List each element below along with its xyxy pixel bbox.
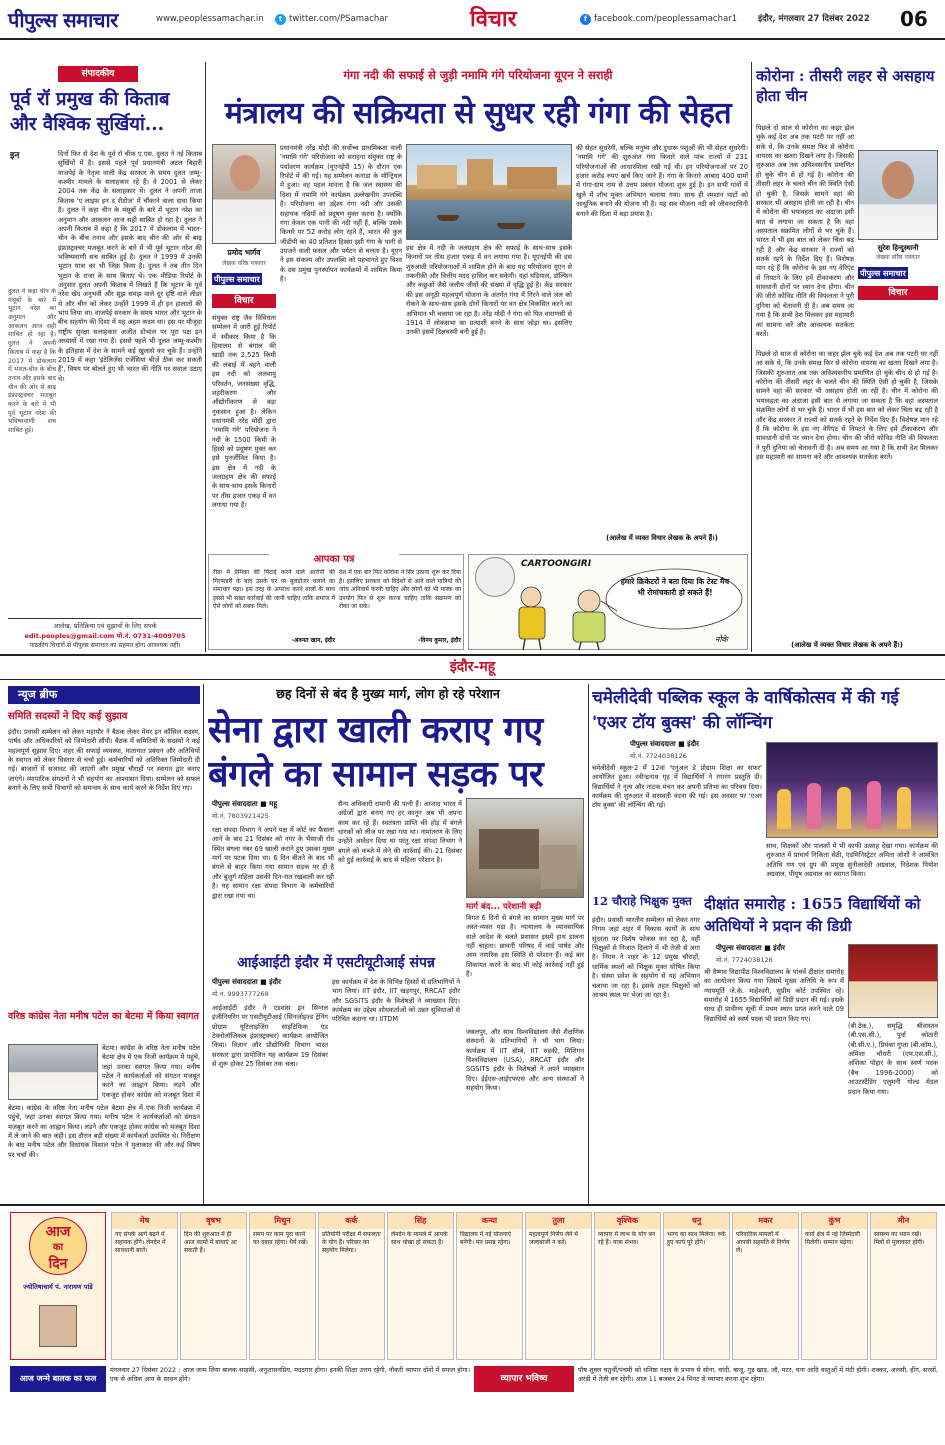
mini-masthead: पीपुल्स समाचार	[214, 274, 260, 284]
brief-2-body: बेटमा। कांग्रेस के वरिष्ठ नेता मनीष पटेल बेटमा क्षेत्र में एक निजी कार्यक्रम में पहुंचे, जहां उनका स्वागत किया गया। मनीष पटेल ने कार्यकर्ताओं को संगठन मजबूत करने का आह्वान किया। लड़ने और एकजुट होकर कांग्रेस को मजबूत दिशा में ले जाने की बात कही। इस दौरान बड़ी संख्या में कार्यकर्ता उपस्थित थे। निरीक्षण के बाद मनीष पटेल और विधायक विशाल पटेल ने मुलाकात की और कई विषय पर चर्चा की।	[8, 1104, 200, 1159]
lead-author-role: लेखक वरिष्ठ पत्रकार	[222, 260, 266, 267]
rashi-name: कर्क	[319, 1213, 384, 1229]
dancer-icon	[837, 787, 851, 829]
temple-icon	[417, 165, 457, 189]
rashi-text: व्यापार में लाभ के योग बन रहे हैं। यात्रा संभव।	[598, 1231, 656, 1247]
convocation-photo	[848, 944, 938, 1018]
rashi-card	[387, 1212, 454, 1360]
iit-title: आईआईटी इंदौर में एसटीयूटीआई संपन्न	[237, 955, 435, 971]
editorial-contact-email[interactable]: edit.peoples@gmail.com मो.नं. 0731-4009705	[24, 632, 186, 640]
horoscope-title-box	[10, 1212, 106, 1360]
rashi-text: विद्यालय में नई योजनाएं बनेंगी। मन प्रसन्न रहेगा।	[460, 1231, 512, 1247]
army-body-col2: सैन्य अधिकारी रामानी की पत्नी हैं। आजाद भारत में अंग्रेजों द्वारा बनाए गए हर कानून अब भी अपना काम कर रहे हैं। स्वतंत्रता प्राप्ति की होड़ में बंगले धारकों को लीज पर रखा गया था। नामांतरण के लिए उन्होंने आवेदन दिया था परंतु रक्षा संपदा विभाग ने बंगले को कब्जे में लेने की कार्रवाई की। 21 दिसंबर को हुई कार्रवाई के बाद से महिला परेशान है।	[338, 800, 462, 865]
rashi-name: मीन	[871, 1213, 936, 1229]
letter-1-sign: -अवनत खान, इंदौर	[291, 637, 335, 644]
lead-body-col3: की सेहत सुधरेगी, बल्कि मनुष्य और दुधारू पशुओं की भी सेहत सुधरेगी। 'नमामि गंगे' की शुरुआत गंगा किनारे वाले पांच राज्यों में 231 परियोजनाओं की आधारशिला रखी गई थी। इन परियोजनाओं पर 20 हजार करोड़ रुपए खर्च किए जाने हैं। गंगा के किनारे आबाद 400 ग्रामों में गंगा-ग्राम नाम से उत्तम प्रबंधन योजना शुरू हुई है। इन सभी गांवों में खुले में शौच मुक्त अभियान चलाया गया। साथ ही श्मशान घाटों को आधुनिक बनाने की योजना भी है। यह सब योजना नदी को जीवनदायिनी बनाने की दिशा में बड़ा प्रयास है।	[576, 144, 748, 218]
divider	[0, 1204, 945, 1206]
editorial-body: दिनों फिर से देश के पूर्व रॉ चीफ ए.एस. दुलत ने नई किताब सुर्खियों में है। इससे पहले पूर्व प्रधानमंत्री अटल बिहारी वाजपेई के नेतृत्व वाली केंद्र सरकार के समय दुलत जम्मू-कश्मीर मामले के सलाहकार रहे हैं। वे 2001 से लेकर 2004 तक केंद्र के सलाहकार थे। दुलत ने अपनी ताजा किताब 'ए लाइफ इन द शैडोज' में चौंकाने वाला दावा किया है। दुलत ने कहा चीन के मंसूबों के बारे में भूटान नरेश का अनुमान और आकलन आज सही साबित हो रहा है। दुलत ने अपनी किताब में कहा है कि 2017 में डोकलाम में भारत-चीन के बीच तनाव और इसके बाद चीन की ओर से बाढ़ इंफ्रास्ट्रक्चर मजबूत करने के बारे में भी पूर्व भूटान नरेश की भविष्यवाणी सच साबित हुई है। दुलत ने 1999 में उनकी भूटान यात्रा का भी जिक्र किया है। दुलत ने तब तीन दिन भूटान के राजा के साथ बिताए थे। एक मीडिया रिपोर्ट के अनुसार दुलत अपनी किताब में लिखते हैं कि भूटान के पूर्व नरेश खेद अनुभवी और सूझ समझ वाले दूर दृष्टि वाले लीडर थे और चीन को लेकर उन्होंने 1999 में ही इन हालातों की भांप लिया था। वाजपेई सरकार के समय भारत और भूटान के बीच सहयोग की दिशा में यह अहम कदम था। इस पर मौजूदा राष्ट्रीय सुरक्षा सलाहकार अजीत डोभाल पर पूरा पक्ष इन अध्यायों में रखा गया है। इससे पहले भी दुलत जम्मू-कश्मीर के इतिहास में देश के सामने कई खुलासे कर चुके हैं। उन्होंने 2019 में कहा 'इंटेलिजेंस एजेंसियां चीज़ें ठीक कर सकती हैं', विषय पर बोलते हुए भी भारत की नीति पर सवाल उठाए थे।	[58, 150, 202, 383]
rashi-name: तुला	[526, 1213, 591, 1229]
rashi-name: मेष	[112, 1213, 177, 1229]
astrologer-name: ज्योतिषाचार्य पं. नारायण पांडे	[23, 1283, 93, 1291]
army-subhead: मार्ग बंद... परेशानी बढ़ी	[466, 902, 542, 912]
column-divider	[751, 62, 752, 652]
convocation-body: श्री वैष्णव विद्यापीठ विश्वविद्यालय के पांचवें दीक्षांत समारोह का आयोजन किया गया जिसमें मुख्य अतिथि के रूप में न्यायमूर्ति जे.के. माहेश्वरी, सुप्रीम कोर्ट उपस्थित रहे। समारोह में 1655 विद्यार्थियों को डिग्री प्रदान की गई। इसके साथ ही प्रावीण्य सूची में प्रथम स्थान प्राप्त करने वाले 09 विद्यार्थियों को स्वर्ण पदक भी प्रदान किए गए।	[704, 968, 844, 1023]
rashi-text: दिन की शुरुआत में ही आज कामों में बाधाएं आ सकती हैं।	[184, 1231, 237, 1255]
beggar-body: इंदौर। प्रवासी भारतीय सम्मेलन को लेकर नगर निगम जहां शहर में विकास कार्यों के साथ सुंदरता पर विशेष फोकस कर रहा है, वहीं भिक्षुकों से निजात दिलाने में भी तेजी से लगा है। निगम ने शहर के 12 प्रमुख चौराहों, धार्मिक स्थलों को भिक्षुक मुक्त घोषित किया है। संस्था प्रवेश के सहयोग से यह अभियान चलाया जा रहा है। इसके तहत भिक्षुकों को आश्रय स्थल पर भेजा जा रहा है।	[592, 916, 700, 999]
horoscope-title-mid: का	[52, 1242, 64, 1253]
boat-icon	[497, 223, 525, 229]
lead-author: प्रमोद भार्गव	[227, 248, 261, 257]
section2-title: इंदौर-महू	[449, 659, 496, 675]
rashi-card	[249, 1212, 316, 1360]
section-title: विचार	[470, 6, 517, 32]
market-label: व्यापार भविष्य	[474, 1366, 574, 1392]
twitter-link[interactable]: t twitter.com/PSamachar	[275, 14, 388, 25]
rashi-text: महत्वपूर्ण निर्णय लेने में जल्दबाजी न करें।	[529, 1231, 578, 1247]
dancer-icon	[867, 781, 881, 829]
rashi-card	[111, 1212, 178, 1360]
horoscope-title-bot: दिन	[48, 1256, 68, 1272]
author-face-icon	[230, 155, 260, 191]
letters-title: आपका पत्र	[269, 553, 399, 567]
birth-label: आज जन्मे बालक का फल	[10, 1366, 106, 1392]
rashi-text: लेनदेन के मामले में आपके साथ धोखा हो सकता है।	[391, 1231, 448, 1247]
market-forecast: पौष शुक्ल चतुर्थी/पंचमी को धनिष्ठा नक्षत्र के प्रभाव से सोना, चांदी, बाजू, गुड़ खाड़, जौ, मटर, चना आदि वस्तुओं में मंदी होगी। शक्कर, अलसी, हींग, सरसों, अरंडी में तेजी बन रहेगी। आज 11 बजकर 24 मिनट से व्यापार करना शुभ रहेगा।	[578, 1366, 938, 1384]
rashi-text: कार्य क्षेत्र में नई जिम्मेदारी मिलेगी। सम्मान बढ़ेगा।	[805, 1231, 860, 1247]
cartoon-title: CARTOONGIRI	[521, 559, 592, 569]
corona-closing: (आलेख में व्यक्त विचार लेखक के अपने हैं।)	[791, 641, 903, 649]
twitter-icon: t	[275, 14, 286, 25]
luggage-icon	[541, 845, 577, 889]
man-left-icon	[519, 587, 545, 650]
rashi-text: भाग्य का साथ मिलेगा। रुके हुए कार्य पूरे होंगे।	[667, 1231, 726, 1247]
facebook-link[interactable]: f facebook.com/peoplessamachar1	[580, 14, 737, 25]
rashi-card	[594, 1212, 661, 1360]
letter-1: रीवा में प्रेमिका की पिटाई करने वाले आरोपी की गिरफ्तारी के बाद उसके घर पर बुलडोजर चलाने का समाचार पढ़ा। इस तरह के अपराध करने वालों के साथ इससे भी सख्त कार्रवाई की जानी चाहिए ताकि समाज में ऐसे लोगों को सबक मिले।	[213, 569, 335, 611]
rashi-name: वृश्चिक	[595, 1213, 660, 1229]
army-kicker: छह दिनों से बंद है मुख्य मार्ग, लोग हो रहे परेशान	[276, 686, 500, 701]
army-photo	[466, 798, 584, 898]
school-body: चमेलीदेवी स्कूल-2 में 12वां 'एनुअल डे प्रोग्राम शिक्षा का सफर' आयोजित हुआ। रवीन्द्रनाथ गृह में विद्यार्थियों ने रंगारंग प्रस्तुति दी। विद्यार्थियों ने नृत्य और नाटक मंचन कर अपनी प्रतिभा का परिचय दिया। कार्यक्रम की शुरुआत में सरस्वती वंदना की गई। इस अवसर पर 'एअर टॉय बुक्स' की लॉन्चिंग की गई।	[592, 764, 762, 810]
rashi-name: सिंह	[388, 1213, 453, 1229]
editorial-contact-label: आलेख, प्रतिक्रिया एवं सुझावों के लिए संपर्क	[53, 622, 157, 630]
iit-body-col3: जबलपुर, और साथ विश्वविद्यालय जैसे शैक्षणिक संस्थानों के प्रतिभागियों ने भी भाग लिया। कार्यक्रम में IIT बॉम्बे, IIT रुड़की, मिशिगन विश्वविद्यालय (USA), RRCAT इंदौर और SGSITS इंदौर के विशेषज्ञों ने अपने व्याख्यान दिए। ईईएस-आईएफएस और अन्य संस्थाओं ने सहयोग किया।	[466, 1028, 584, 1093]
editorial-pullquote: दुलत ने कहा चीन के मंसूबों के बारे में भूटान नरेश का अनुमान और आकलन आज सही साबित हो रहा है। दुलत ने अपनी किताब में कहा है कि 2017 में डोकलाम में भारत-चीन के बीच तनाव और इसके बाद चीन की ओर से बाढ़ इंफ्रास्ट्रक्चर मजबूत करने के बारे में भी पूर्व भूटान नरेश की भविष्यवाणी सच साबित हुई।	[8, 288, 56, 434]
editorial-tag: संपादकीय	[58, 66, 138, 82]
rashi-text: प्रतियोगी परीक्षा में सफलता के योग हैं। परिवार का सहयोग मिलेगा।	[322, 1231, 381, 1255]
army-body-col1: रक्षा संपदा विभाग ने अपने पक्ष में कोर्ट का फैसला आने के बाद 21 दिसंबर को नगर के भैंसाजी रोड स्थित बंगला नंबर 69 खाली कराने हुए उसका मुख्य मार्ग पर पटक दिया था। 6 दिन बीतने के बाद भी बंगले से बाहर किया गया सामान सड़क पर ही है और बुजुर्ग महिला उसकी दिन-रात रखवाली कर रही है। यह सामान रक्षा संपदा विभाग के कर्मचारियों द्वारा रखा गया था।	[212, 826, 334, 900]
rashi-text: नए संपर्क आगे बढ़ने में सहायक होंगे। लेनदेन में सावधानी बरतें।	[115, 1231, 166, 1255]
rashi-card	[318, 1212, 385, 1360]
birth-forecast: मंगलवार 27 दिसंबर 2022 : आज जन्म लिया बालक साहसी, अनुशासनप्रिय, मददगार होगा। इनकी शिक्षा उत्तम रहेगी, नौकरी व्यापार दोनों में सफल होगा। एक से अधिक आय के साधन होंगे।	[110, 1366, 470, 1384]
rashi-card	[456, 1212, 523, 1360]
furniture-icon	[479, 829, 539, 869]
editorial-dropcap: इन	[10, 151, 20, 161]
iit-body-col2: इस कार्यक्रम में देश के विभिन्न हिस्सों से प्रतिभागियों ने भाग लिया। IIT इंदौर, IIT खड़गपुर, RRCAT इंदौर और SGSITS इंदौर के विशेषज्ञों ने व्याख्यान दिए। कार्यक्रम का उद्देश्य शोधकर्ताओं को उन्नत सुविधाओं से परिचित कराना था। IITDM	[332, 978, 460, 1024]
corona-author: सुरेश हिन्दुस्थानी	[877, 244, 919, 252]
iit-mobile: मो.नं. 9993777268	[212, 990, 269, 998]
beggar-title: 12 चौराहे भिक्षुक मुक्त	[592, 894, 692, 908]
corona-title: कोरोना : तीसरी लहर से असहाय होता चीन	[756, 67, 935, 106]
rashi-card	[525, 1212, 592, 1360]
page-number: 06	[900, 7, 928, 31]
dateline: इंदौर, मंगलवार 27 दिसंबर 2022	[758, 14, 870, 24]
lead-kicker: गंगा नदी की सफाई से जुड़ी नमामि गंगे परियोजना यूएन ने सराही	[343, 68, 613, 82]
school-body-2: साथ, शिक्षकों और पालकों में भी काफी उत्साह देखा गया। कार्यक्रम की शुरुआत में प्राचार्य निकिता सेठी, एडमिनिस्ट्रेटर अमिता जोशी ने आमंत्रित अतिथि गण एवं ग्रुप की प्रमुख सुनीलादेवी अग्रवाल, निदेशक पियोश अग्रवाल, पीयूष अग्रवाल का स्वागत किया।	[766, 842, 938, 879]
man-right-icon	[573, 590, 605, 650]
ganga-photo	[406, 144, 572, 240]
army-byline: पीपुल्स संवाददाता ■ महू	[212, 800, 278, 808]
horoscope-grid	[110, 1212, 938, 1360]
cartoon-box	[468, 554, 748, 650]
mini-section-tag: विचार	[212, 294, 276, 308]
lead-closing: (आलेख में व्यक्त विचार लेखक के अपने हैं।)	[606, 534, 718, 542]
rashi-card	[663, 1212, 730, 1360]
corona-author-photo	[858, 150, 938, 240]
author-face-icon	[882, 161, 914, 199]
brief-2-photo	[8, 1044, 98, 1100]
rashi-text: परिवारिक मामलों में आपसी सहमति से निर्णय लें।	[736, 1231, 790, 1255]
horoscope-title-top: आज	[45, 1224, 71, 1240]
lead-body-col1-cont: संयुक्त राष्ट्र जैव विविधता सम्मेलन में जारी हुई रिपोर्ट में स्वीकार किया है कि हिमालय से बंगाल की खाड़ी तक 2,525 किमी की लंबाई में बहने वाली इस नदी को जलवायु परिवर्तन, जनसंख्या वृद्धि, शहरीकरण और औद्योगीकरण से बड़ा नुकसान हुआ है। लेकिन प्रधानमंत्री नरेंद्र मोदी द्वारा 'नमामि गंगे' परियोजना ने नदी के 1500 किमी के हिस्से को प्रदूषण मुक्त कर इसे पुनर्जीवित किया है। इस क्षेत्र में नदी के जलग्रहण क्षेत्र की सफाई के साथ-साथ इसके किनारों पर तीस हजार एकड़ में वन लगाया गया है।	[212, 314, 276, 510]
army-title: सेना द्वारा खाली कराए गए बंगले का सामान सड़क पर	[208, 709, 544, 795]
convocation-list: (बी.टेक.), समृद्धि श्रीवास्तव (बी.एस.सी.), पूर्वा कोठारी (बी.सी.ए.), प्रियंका गुप्ता (बी.कॉम.), अमिशा चौधरी (एम.एस.सी.), अंशिका पोद्दार के साथ स्वर्ण पदक (बैच 1996-2000) को आउटस्टैंडिंग एलुमनी गोल्ड मेडल प्रदान किया गया।	[848, 1022, 938, 1096]
mini-section-tag: विचार	[858, 286, 938, 300]
letter-2: देश में एक बार फिर कोरोना ने सिर उठाना शुरू कर दिया है। इसलिए सरकार को विदेशों से आने वाले यात्रियों की जांच अनिवार्य करनी चाहिए और लोगों को भी मास्क का उपयोग फिर से शुरू करना चाहिए ताकि संक्रमण को रोका जा सके।	[339, 569, 461, 611]
boat-icon	[437, 215, 459, 221]
rashi-name: कन्या	[457, 1213, 522, 1229]
rashi-name: वृषभ	[181, 1213, 246, 1229]
cartoon-signature: नोके	[715, 635, 728, 644]
page-header	[0, 0, 945, 40]
column-divider	[203, 684, 204, 1204]
school-photo	[766, 742, 938, 838]
convocation-title: दीक्षांत समारोह : 1655 विद्यार्थियों को अतिथियों ने प्रदान की डिग्री	[704, 895, 921, 935]
brief-2-body-top: बेटमा। कांग्रेस के वरिष्ठ नेता मनीष पटेल बेटमा क्षेत्र में एक निजी कार्यक्रम में पहुंचे, जहां उनका स्वागत किया गया। मनीष पटेल ने कार्यकर्ताओं को संगठन मजबूत करने का आह्वान किया। लड़ने और एकजुट होकर कांग्रेस को मजबूत दिशा में	[102, 1044, 200, 1099]
rashi-name: कुंभ	[802, 1213, 867, 1229]
rashi-name: धनु	[664, 1213, 729, 1229]
brief-1-body: इंदौर। प्रवासी सम्मेलन को लेकर महापौर ने बैठक लेकर मेयर इन कौंसिल सदस्य, पार्षद और अधिकारियों को जिम्मेदारी सौंपी। बैठक में समितियों के सदस्यों ने कई महत्वपूर्ण सुझाव दिए। शहर की सफाई व्यवस्था, यातायात प्रबंधन और अतिथियों के स्वागत को लेकर विस्तार से चर्चा हुई। कर्मचारियों को अतिरिक्त जिम्मेदारी दी गई। बाजारों में सजावट की जाएगी और प्रमुख चौराहों पर स्वागत द्वार बनाए जाएंगे। व्यापारिक संगठनों ने भी सहयोग का आश्वासन दिया। सम्मेलन को सफल बनाने के लिए सभी विभागों को समन्वय के साथ कार्य करने के निर्देश दिए गए।	[8, 728, 200, 793]
army-body-col3: विगत 6 दिनों से बंगले का सामान मुख्य मार्ग पर अस्त-व्यस्त पड़ा है। न्यायालय के व्यावसायिक वाले आदेश के चलते प्रशासन इसमें हाथ डालना नहीं चाहता। छावनी परिषद में वार्ड पार्षद और आम नागरिक इस स्थिति से परेशान हैं। कई बार शिकायत करने के बाद भी कोई कार्रवाई नहीं हुई है।	[466, 914, 584, 979]
letter-2-sign: -विनय कुमार, इंदौर	[418, 637, 461, 644]
facebook-icon: f	[580, 14, 591, 25]
editorial-title: पूर्व रॉ प्रमुख की किताब और वैश्विक सुर्खियां...	[10, 89, 170, 135]
rashi-card	[732, 1212, 799, 1360]
column-divider	[205, 62, 206, 652]
news-brief-tag: न्यूज ब्रीफ	[8, 686, 200, 704]
corona-author-role: लेखक वरिष्ठ पत्रकार	[876, 254, 920, 261]
dancer-icon	[777, 789, 791, 829]
letters-box	[208, 554, 464, 650]
section2-bar	[0, 654, 945, 680]
iit-body-col1: आईआईटी इंदौर ने एडवांस इन सिग्नल इंजीनियरिंग पर एसटीयूटीआई (सिनर्जाइज्ड ट्रेनिंग प्रोग्राम यूटिलाइजिंग साइंटिफिक एंड टेक्नोलॉजिकल इंफ्रास्ट्रक्चर) कार्यक्रम आयोजित किया। विज्ञान और प्रौद्योगिकी विभाग भारत सरकार द्वारा प्रायोजित यह कार्यक्रम 19 दिसंबर से शुरू होकर 25 दिसंबर तक चला।	[212, 1004, 328, 1069]
convocation-byline: पीपुल्स संवाददाता ■ इंदौर	[716, 944, 785, 952]
dancer-icon	[897, 787, 911, 829]
school-title: चमेलीदेवी पब्लिक स्कूल के वार्षिकोत्सव में की गई 'एअर टॉय बुक्स' की लॉन्चिंग	[592, 688, 899, 733]
author-photo	[212, 144, 276, 244]
astrologer-photo	[39, 1305, 77, 1347]
ghat-icon	[467, 159, 493, 189]
rashi-text: स्वास्थ्य का ध्यान रखें। मित्रों से मुलाकात होगी।	[874, 1231, 925, 1247]
editorial-disclaimer: पाठकीय विचारों से पीपुल्स समाचार का सहमत होना आवश्यक नहीं।	[29, 642, 181, 649]
school-mobile: मो.नं. 7724038126	[630, 752, 687, 760]
army-mobile: मो.नं. 7803921425	[212, 812, 269, 820]
masthead-logo: पीपुल्स समाचार	[8, 8, 118, 32]
brief-1-title: समिति सदस्यों ने दिए कई सुझाव	[8, 711, 128, 722]
rashi-card	[870, 1212, 937, 1360]
mini-masthead: पीपुल्स समाचार	[860, 268, 906, 278]
rashi-name: मकर	[733, 1213, 798, 1229]
lead-title: मंत्रालय की सक्रियता से सुधर रही गंगा की सेहत	[224, 96, 732, 131]
iit-byline: पीपुल्स संवाददाता ■ इंदौर	[212, 978, 281, 986]
rashi-name: मिथुन	[250, 1213, 315, 1229]
column-divider	[588, 684, 589, 1204]
website-link[interactable]: www.peoplessamachar.in	[156, 14, 264, 24]
lead-body-col1: प्रधानमंत्री नरेंद्र मोदी की सर्वोच्च प्राथमिकता वाली 'नमामि गंगे' परियोजना को सराहना संयुक्त राष्ट्र के पर्यावरण कार्यक्रम (यूएनईपी 15) के दौरान एक रिपोर्ट में की गई। यह सम्मेलन कनाडा के मॉन्ट्रियल में हुआ। वह पहल मानता है कि जल स्वास्थ्य की दिशा में नमामि गंगे कार्यक्रम उल्लेखनीय उपलब्धि है। परियोजना का उद्देश्य गंगा नदी और उसकी सहायक नदियों को प्रदूषण मुक्त करना है। क्योंकि गंगा केवल एक पानी की नदी नहीं है, बल्कि उसके किनारे पर 52 करोड़ लोग रहते हैं, भारत की कुल जीडीपी का 40 प्रतिशत हिस्सा इसी गंगा के पानी से उपजने वाली फसल और पर्यटन से चलता है। यूएन ने इस संकल्प और उपलब्धि को पहचानते हुए विश्व के दस प्रमुख पुनर्स्थापन कार्यक्रमों में शामिल किया है।	[280, 144, 402, 284]
building-icon	[507, 167, 557, 189]
dancer-icon	[807, 783, 821, 829]
cartoon-bubble-text: हमारे क्रिकेटरों ने बता दिया कि टेस्ट मैच भी रोमांचकारी हो सकते हैं!	[620, 577, 730, 597]
rashi-card	[801, 1212, 868, 1360]
convocation-mobile: मो.नं. 7724038126	[716, 956, 773, 964]
lead-body-col2: इस क्षेत्र में नदी के जलग्रहण क्षेत्र की सफाई के साथ-साथ इसके किनारों पर तीस हजार एकड़ में वन लगाया गया है। यूएनईपी की दस शुरुआती परियोजनाओं में शामिल होने के बाद यह परियोजना यूएन से तकनीकी और वित्तीय मदद हासिल कर सकेगी। यहां घड़ियाल, डॉल्फिन और कछुओं जैसे जलीय जीवों की संख्या में वृद्धि हुई है। केंद्र सरकार की इस अनूठी महत्वपूर्ण योजना के अंतर्गत गंगा में गिरने वाले जल को रोकने के साथ-साथ इसके दोनों किनारों पर वन क्षेत्र विकसित करने का अभियान भी चलाया जा रहा है। नरेंद्र मोदी ने गंगा को फिर वाराणसी से 1914 में लोकसभा का प्रत्याशी बनने के साथ जोड़ा था। इसलिए उनकी इसमें दिलचस्पी बनी हुई है।	[406, 244, 572, 337]
school-byline: पीपुल्स संवाददाता ■ इंदौर	[630, 740, 699, 748]
corona-body-top: पिछले दो साल से कोरोना का कहर झेल चुके कई देश अब तक पटरी पर नहीं आ सके थे, कि उनके समक्ष फिर से कोरोना वायरस का खतरा दिखने लगा है। जिसकी शुरुआत अब तक अविश्वसनीय प्रमाणित हो चुके चीन से हो गई है। कोरोना की तीसरी लहर के चलते चीन की स्थिति ऐसी हो चुकी है, जिसके सामने वहां की सरकार भी असहाय होती जा रही है। चीन में कोरोना की भयावहता का अंदाजा इसी बात से लगाया जा सकता है कि वहां अस्पताल संक्रमित लोगों से भर चुके हैं। भारत में भी इस बात को लेकर चिंता बढ़ रही है और केंद्र सरकार ने राज्यों को सतर्क रहने के निर्देश दिए हैं। विशेषज्ञ मान रहे हैं कि कोरोना के इस नए वेरिएंट से निपटने के लिए हमें टीकाकरण और सावधानी दोनों पर ध्यान देना होगा। चीन की जीरो कोविड नीति की विफलता ने पूरी दुनिया को चेतावनी दी है। अब समय आ गया है कि सभी देश मिलकर इस महामारी का सामना करें और आवश्यक सतर्कता बरतें।	[756, 124, 854, 338]
brief-2-title: वरिष्ठ कांग्रेस नेता मनीष पटेल का बेटमा में किया स्वागत	[8, 1011, 199, 1022]
rashi-text: समय पर काम पूरा करने का दबाव रहेगा। धैर्य रखें।	[253, 1231, 308, 1247]
divider	[8, 618, 202, 619]
rashi-card	[180, 1212, 247, 1360]
corona-body-bottom: पिछले दो साल से कोरोना का कहर झेल चुके कई देश अब तक पटरी पर नहीं आ सके थे, कि उनके समक्ष फिर से कोरोना वायरस का खतरा दिखने लगा है। जिसकी शुरुआत अब तक अविश्वसनीय प्रमाणित हो चुके चीन से हो गई है। कोरोना की तीसरी लहर के चलते चीन की स्थिति ऐसी हो चुकी है, जिसके सामने वहां की सरकार भी असहाय होती जा रही है। चीन में कोरोना की भयावहता का अंदाजा इसी बात से लगाया जा सकता है कि वहां अस्पताल संक्रमित लोगों से भर चुके हैं। भारत में भी इस बात को लेकर चिंता बढ़ रही है और केंद्र सरकार ने राज्यों को सतर्क रहने के निर्देश दिए हैं। विशेषज्ञ मान रहे हैं कि कोरोना के इस नए वेरिएंट से निपटने के लिए हमें टीकाकरण और सावधानी दोनों पर ध्यान देना होगा। चीन की जीरो कोविड नीति की विफलता ने पूरी दुनिया को चेतावनी दी है। अब समय आ गया है कि सभी देश मिलकर इस महामारी का सामना करें और आवश्यक सतर्कता बरतें।	[756, 350, 938, 461]
